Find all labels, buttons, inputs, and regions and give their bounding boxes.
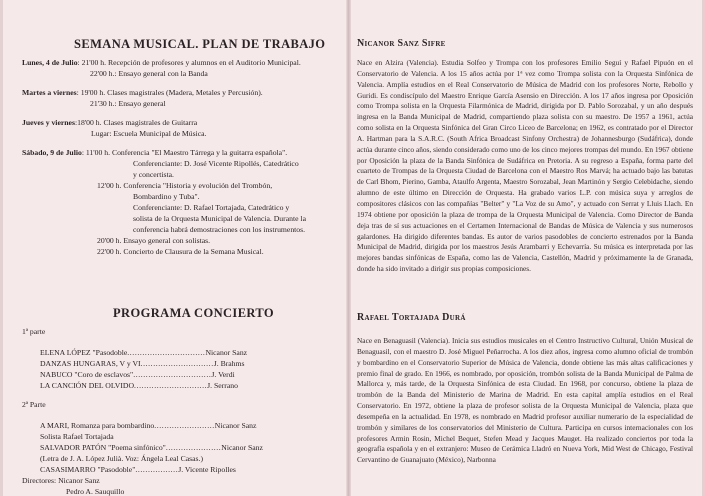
schedule-line: solista de la Orquesta Municipal de Valencia. Durante la: [133, 214, 306, 223]
bio-title-rafael: Rafael Tortajada Durá: [357, 312, 466, 323]
right-page: [349, 0, 705, 496]
concert-title: PROGRAMA CONCIERTO: [113, 306, 275, 320]
bio-title-nicanor: Nicanor Sanz Sifre: [357, 38, 446, 49]
schedule-day: Martes a viernes: 19'00 h. Clases magistrales (Madera, Metales y Percusión).: [22, 88, 263, 97]
concert-item: A MARI, Romanza para bombardino........................Nicanor Sanz: [40, 421, 257, 430]
schedule-day: Jueves y viernes:18'00 h. Clases magistrales de Guitarra: [22, 118, 198, 127]
concert-item: CASASIMARRO "Pasodoble".................J. Vicente Ripolles: [40, 465, 236, 474]
schedule-line: Conferenciante: D. José Vicente Ripollés, Catedrático: [133, 159, 299, 168]
schedule-line: 20'00 h. Ensayo general con solistas.: [97, 236, 211, 245]
concert-item: SALVADOR PATÓN "Poema sinfónico"......................Nicanor Sanz: [40, 443, 263, 452]
part-2-label: 2ª Parte: [22, 400, 46, 409]
schedule-line: conferencia habrá demostraciones con los instrumentos.: [133, 225, 306, 234]
concert-item: (Letra de J. A. López Julià. Voz: Ángela Leal Casas.): [40, 454, 204, 463]
schedule-line: Bombardino y Tuba".: [133, 192, 200, 201]
directors: Directores: Nicanor Sanz: [22, 476, 100, 485]
concert-item: Solista Rafael Tortajada: [40, 432, 114, 441]
schedule-line: 12'00 h. Conferencia "Historia y evolución del Trombón,: [97, 181, 273, 190]
schedule-line: y concertista.: [133, 170, 174, 179]
concert-item: NABUCO "Coro de esclavos"...............................J. Verdi: [40, 370, 235, 379]
left-page: [0, 0, 348, 496]
bio-text-nicanor: Nace en Alzira (Valencia). Estudia Solfeo y Trompa con los profesores Emilio Seguí y Rafael Pipuón en el Conservatorio de Valencia. A los 15 años actúa por 1ª vez como Trompa solista con la Orquesta Sinfónica de Valencia. Amplía estudios en el Real Conservatorio de Música de Madrid con los profesores Norte, Rebollo y Guridi. Es condiscípulo del Maestro Enrique García Asensio en Dirección. A los 17 años ingresa por Oposición como Trompa solista en la Orquesta Filarmónica de Madrid, dirigida por D. Pablo Sorozabal, y un año después ingresa en la Banda Municipal de Madrid, compartiendo plaza solista con su maestro. De 1957 a 1961, actúa como solista en la Orquesta Sinfónica del Gran Circo Liceo de Barcelona; en 1962, es contratado por el Director A. Hartman para la S.A.R.C. (South Africa Broadcast Sinfony Orchestra) de Johannesburgo (Sudáfrica), donde actúa durante cinco años, siendo considerado como uno de los cinco mejores trompas del mundo. En 1967 obtiene por Oposición la plaza de la Banda Sinfónica de Sudáfrica en Pretoria. A su regreso a España, forma parte del cuarteto de Trompas de la Orquesta Ciudad de Barcelona con el Maestro Ros Marvá; ha actuado bajo las batutas de Carl Bhom, Pierino, Gamba, Ataulfo Argenta, Maestro Sorozabal, Jean Martinón y Sergio Celebidache, siendo alumno de este último en Dirección de Orquesta. Ha grabado varios L.P. con música suya y arreglos de compositores clásicos con las compañías "Belter" y "La Voz de su Amo", y actuado con Serrat y Lluis Llach. En 1974 obtiene por oposición la plaza de trompa de la Orquesta Municipal de Valencia. Como Director de Banda deja tras de sí sus actuaciones en el Certamen Internacional de Bandas de Música de Valencia y sus numerosos galardones. Ha dirigido diferentes bandas. Es autor de varios pasodobles de concierto estrenados por la Banda Municipal de Madrid, dirigida por los maestros Jesús Arambarri y Echevarría. Su música es interpretada por las mejores bandas sinfónicas de España, como las de Valencia, Castellón, Madrid y próximamente la de Granada, donde ha sido invitado a dirigir sus propias composiciones.: [357, 58, 693, 274]
schedule-title: SEMANA MUSICAL. PLAN DE TRABAJO: [74, 37, 326, 51]
concert-item: ELENA LÓPEZ "Pasodoble...............................Nicanor Sanz: [40, 348, 248, 357]
part-1-label: 1ª parte: [22, 327, 46, 336]
schedule-line: 22'00 h.: Ensayo general con la Banda: [90, 69, 208, 78]
directors-2: Pedro A. Sauquillo: [66, 487, 125, 496]
schedule-day: Lunes, 4 de Julio: 21'00 h. Recepción de profesores y alumnos en el Auditorio Municipal.: [22, 58, 301, 67]
schedule-line: 22'00 h. Concierto de Clausura de la Semana Musical.: [97, 247, 264, 256]
bio-text-rafael: Nace en Benaguasil (Valencia). Inicia sus estudios musicales en el Centro Instructivo Cultural, Unión Musical de Benaguasil, con el maestro D. José Miguel Peñarrocha. A los diez años, ingresa como alumno oficial de trombón y bombardino en el Conservatorio Superior de Música de Valencia, donde obtiene las más altas calificaciones y premio final de grado. En 1966, es nombrado, por oposición, trombón solista de la Banda Municipal de Palma de Mallorca y, más tarde, de la Orquesta Sinfónica de esta Ciudad. En 1968, por concurso, obtiene la plaza de trombón de la Banda del Ministerio de Marina de Madrid. En esta capital amplía estudios en el Real Conservatorio. En 1972, obtiene la plaza de profesor solista de la Orquesta Municipal de Valencia, plaza que desempeña en la actualidad. En 1978, es nombrado en Madrid profesor auxiliar numerario de la especialidad de trombón y similares de los conservatorios del Ministerio de Cultura. Participa en cursos internacionales con los profesores Armin Rosin, Michel Bequet, Stefen Mead y Jacques Mauget. Ha realizado conciertos por toda la geografía española y en el extranjero: Museo de Cerámica Lladró en Nueva York, Mid West de Chicago, Festival Cervantino de Guanajuato (México), Narbonna: [357, 336, 693, 465]
schedule-line: Lugar: Escuela Municipal de Música.: [91, 129, 207, 138]
concert-item: DANZAS HUNGARAS, V y VI.............................J. Brahms: [40, 359, 245, 368]
schedule-day: Sábado, 9 de Julio: 11'00 h. Conferencia "El Maestro Tárrega y la guitarra española".: [22, 148, 288, 157]
schedule-line: Conferenciante: D. Rafael Tortajada, Catedrático y: [133, 203, 290, 212]
concert-item: LA CANCIÓN DEL OLVIDO.............................J. Serrano: [40, 381, 238, 390]
schedule-line: 21'30 h.: Ensayo general: [90, 99, 166, 108]
